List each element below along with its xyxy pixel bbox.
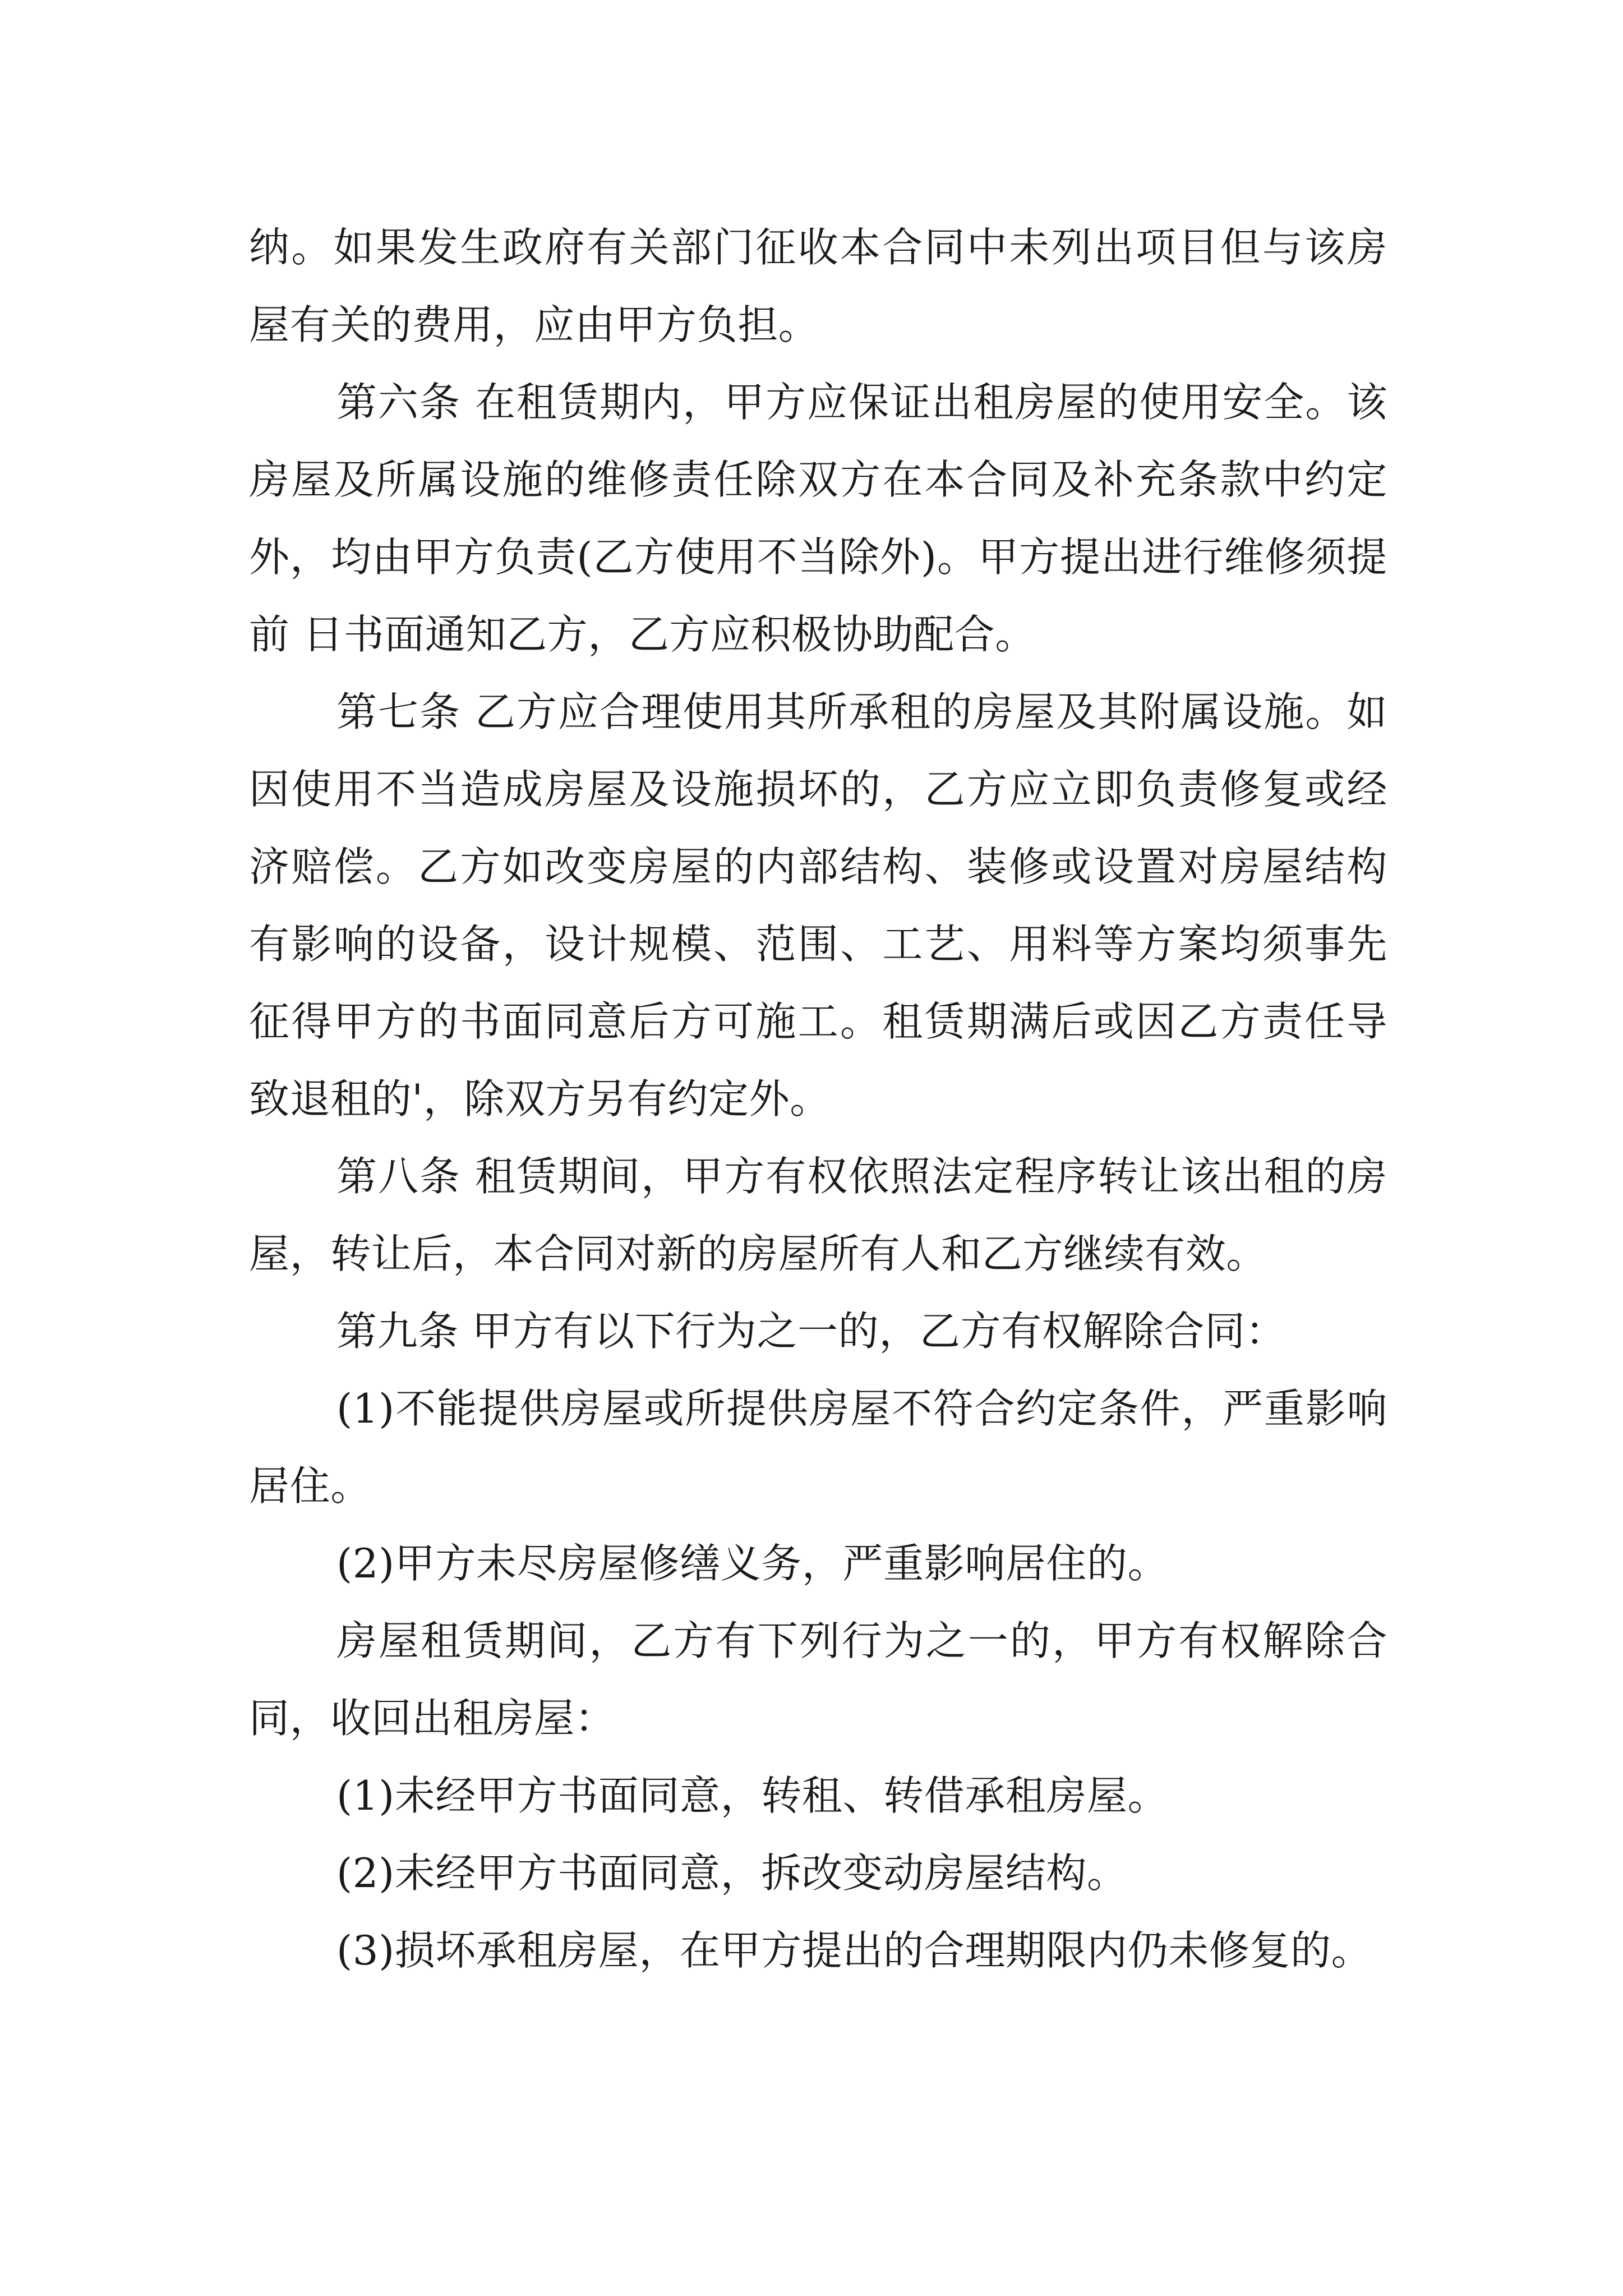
paragraph-lessee-breach: 房屋租赁期间，乙方有下列行为之一的，甲方有权解除合同，收回出租房屋：: [249, 1617, 1387, 1742]
paragraph-article-8: 第八条 租赁期间，甲方有权依照法定程序转让该出租的房屋，转让后，本合同对新的房屋所有人和乙方继续有效。: [249, 1153, 1387, 1277]
list-item-article-9-2: (2)甲方未尽房屋修缮义务，严重影响居住的。: [336, 1540, 1169, 1587]
list-item-lessee-breach-3: (3)损坏承租房屋，在甲方提出的合理期限内仍未修复的。: [336, 1927, 1372, 1974]
paragraph-continuation: 纳。如果发生政府有关部门征收本合同中未列出项目但与该房屋有关的费用，应由甲方负担。: [249, 224, 1387, 348]
list-item-lessee-breach-1: (1)未经甲方书面同意，转租、转借承租房屋。: [336, 1772, 1169, 1819]
paragraph-article-6: 第六条 在租赁期内，甲方应保证出租房屋的使用安全。该房屋及所属设施的维修责任除双方在本合同及补充条款中约定外，均由甲方负责(乙方使用不当除外)。甲方提出进行维修须提前 日书面通知乙方，乙方应积极协助配合。: [249, 379, 1387, 658]
paragraph-article-9: 第九条 甲方有以下行为之一的，乙方有权解除合同：: [336, 1308, 1287, 1355]
list-item-article-9-1: (1)不能提供房屋或所提供房屋不符合约定条件，严重影响居住。: [249, 1385, 1387, 1510]
list-item-lessee-breach-2: (2)未经甲方书面同意，拆改变动房屋结构。: [336, 1849, 1128, 1897]
paragraph-article-7: 第七条 乙方应合理使用其所承租的房屋及其附属设施。如因使用不当造成房屋及设施损坏的，乙方应立即负责修复或经济赔偿。乙方如改变房屋的内部结构、装修或设置对房屋结构有影响的设备，设计规模、范围、工艺、用料等方案均须事先征得甲方的书面同意后方可施工。租赁期满后或因乙方责任导致退租的'，除双方另有约定外。: [249, 688, 1387, 1122]
document-body: [249, 209, 1387, 1989]
